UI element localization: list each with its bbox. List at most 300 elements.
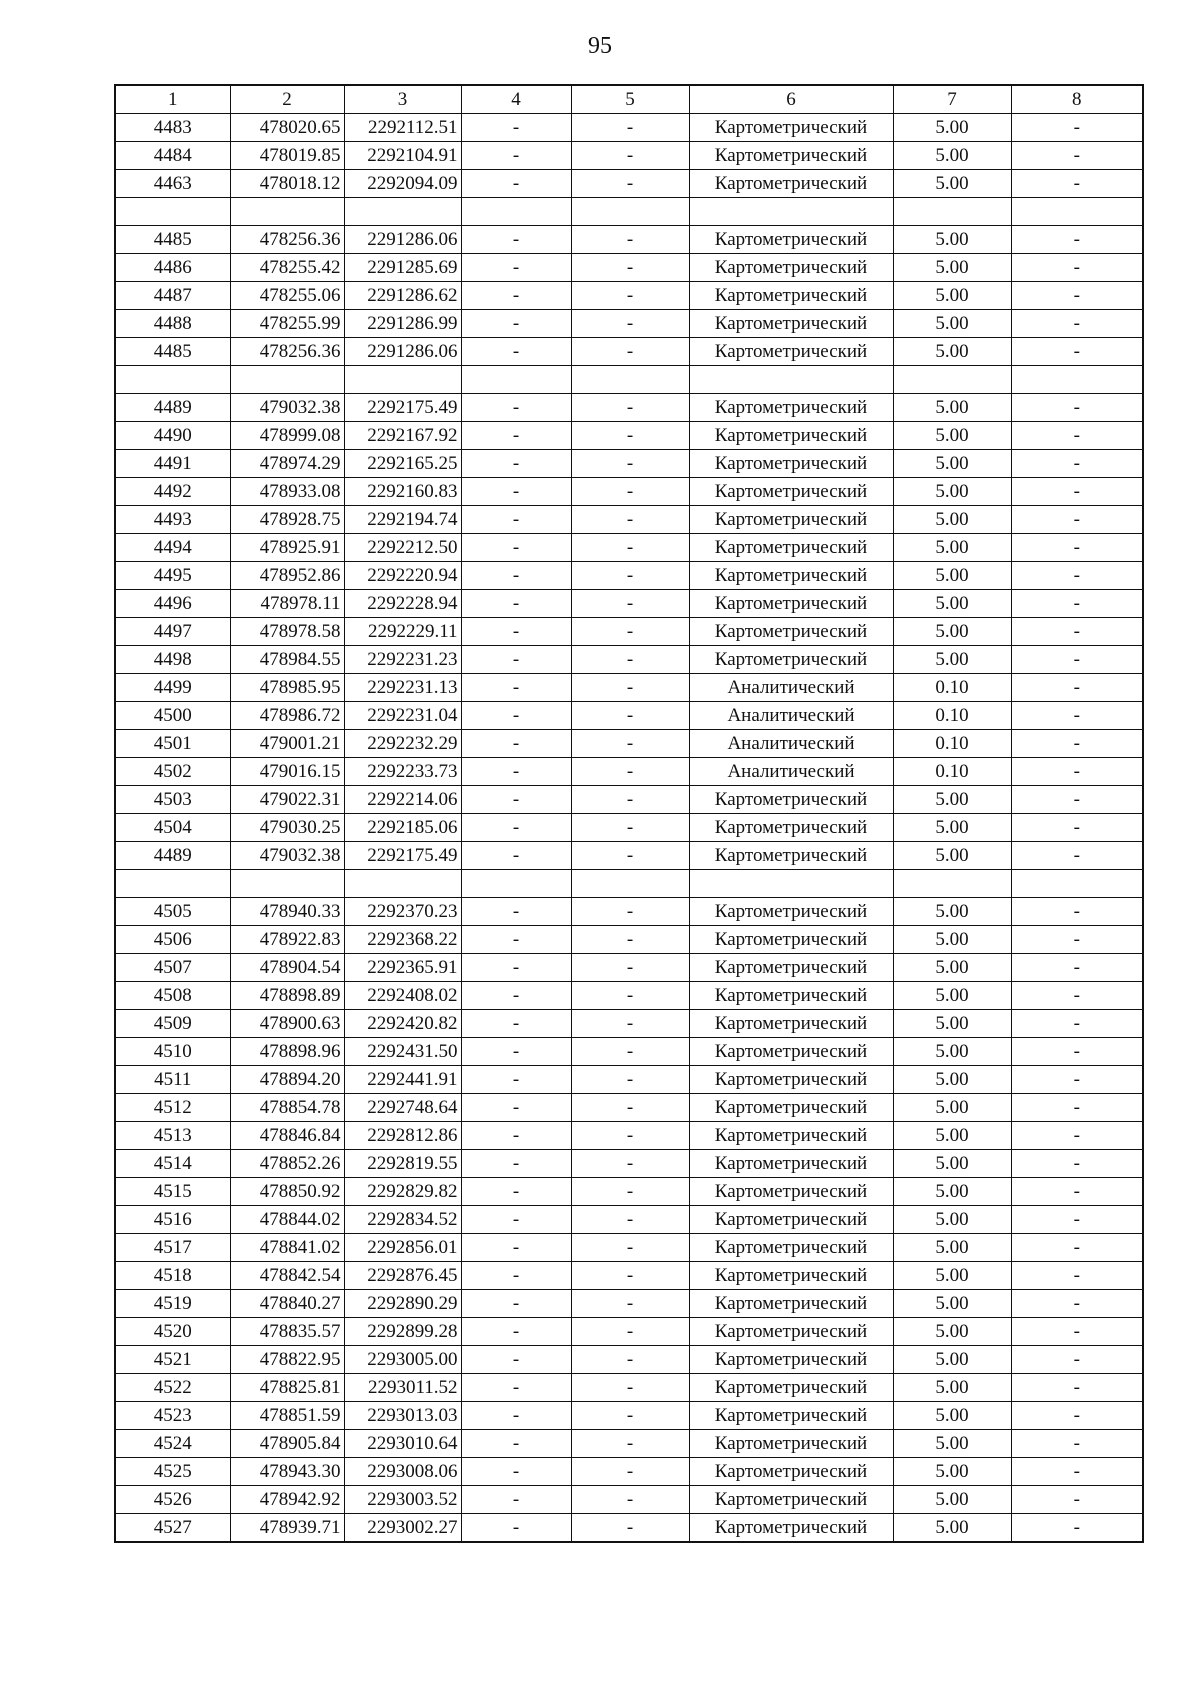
method-cell: Картометрический	[689, 982, 893, 1010]
col5-cell: -	[571, 1010, 689, 1038]
table-row	[115, 450, 1143, 478]
col5-cell: -	[571, 1374, 689, 1402]
y-coordinate-cell: 2292175.49	[344, 842, 461, 870]
col5-cell: -	[571, 898, 689, 926]
y-coordinate-cell: 2292231.13	[344, 674, 461, 702]
col5-cell: -	[571, 506, 689, 534]
y-coordinate-cell: 2292185.06	[344, 814, 461, 842]
table-row	[115, 730, 1143, 758]
point-number-cell: 4526	[115, 1486, 230, 1514]
accuracy-cell: 5.00	[893, 534, 1011, 562]
point-number-cell: 4527	[115, 1514, 230, 1543]
x-coordinate-cell: 478255.06	[230, 282, 344, 310]
col4-cell: -	[461, 282, 571, 310]
col4-cell: -	[461, 310, 571, 338]
point-number-cell: 4463	[115, 170, 230, 198]
x-coordinate-cell: 478984.55	[230, 646, 344, 674]
accuracy-cell: 5.00	[893, 1094, 1011, 1122]
point-number-cell	[115, 198, 230, 226]
x-coordinate-cell: 478851.59	[230, 1402, 344, 1430]
table-row	[115, 562, 1143, 590]
point-number-cell: 4518	[115, 1262, 230, 1290]
col4-cell: -	[461, 1486, 571, 1514]
table-row	[115, 646, 1143, 674]
table-row	[115, 982, 1143, 1010]
y-coordinate-cell: 2292194.74	[344, 506, 461, 534]
x-coordinate-cell: 478986.72	[230, 702, 344, 730]
method-cell: Картометрический	[689, 590, 893, 618]
table-row	[115, 1262, 1143, 1290]
col8-cell: -	[1011, 562, 1143, 590]
y-coordinate-cell: 2292812.86	[344, 1122, 461, 1150]
point-number-cell: 4516	[115, 1206, 230, 1234]
y-coordinate-cell: 2291286.06	[344, 226, 461, 254]
x-coordinate-cell: 478898.96	[230, 1038, 344, 1066]
x-coordinate-cell: 478019.85	[230, 142, 344, 170]
col4-cell: -	[461, 842, 571, 870]
accuracy-cell: 5.00	[893, 1430, 1011, 1458]
x-coordinate-cell: 478974.29	[230, 450, 344, 478]
method-cell: Картометрический	[689, 226, 893, 254]
col8-cell: -	[1011, 506, 1143, 534]
point-number-cell: 4483	[115, 114, 230, 142]
col8-cell: -	[1011, 1206, 1143, 1234]
x-coordinate-cell: 478854.78	[230, 1094, 344, 1122]
y-coordinate-cell: 2292160.83	[344, 478, 461, 506]
point-number-cell: 4512	[115, 1094, 230, 1122]
y-coordinate-cell: 2292104.91	[344, 142, 461, 170]
x-coordinate-cell: 479022.31	[230, 786, 344, 814]
method-cell: Картометрический	[689, 114, 893, 142]
col4-cell	[461, 198, 571, 226]
col5-cell: -	[571, 1346, 689, 1374]
y-coordinate-cell: 2291285.69	[344, 254, 461, 282]
y-coordinate-cell: 2292370.23	[344, 898, 461, 926]
col4-cell: -	[461, 478, 571, 506]
y-coordinate-cell: 2293005.00	[344, 1346, 461, 1374]
table-row	[115, 1234, 1143, 1262]
accuracy-cell: 0.10	[893, 674, 1011, 702]
table-row	[115, 1010, 1143, 1038]
col4-cell: -	[461, 170, 571, 198]
col5-cell: -	[571, 1514, 689, 1543]
col8-cell: -	[1011, 618, 1143, 646]
y-coordinate-cell: 2292748.64	[344, 1094, 461, 1122]
method-cell: Картометрический	[689, 170, 893, 198]
y-coordinate-cell: 2291286.06	[344, 338, 461, 366]
accuracy-cell: 5.00	[893, 1038, 1011, 1066]
col5-cell: -	[571, 1206, 689, 1234]
col8-cell: -	[1011, 898, 1143, 926]
x-coordinate-cell: 478846.84	[230, 1122, 344, 1150]
x-coordinate-cell: 478840.27	[230, 1290, 344, 1318]
y-coordinate-cell: 2292441.91	[344, 1066, 461, 1094]
col4-cell: -	[461, 1262, 571, 1290]
point-number-cell: 4484	[115, 142, 230, 170]
point-number-cell: 4495	[115, 562, 230, 590]
table-row	[115, 310, 1143, 338]
point-number-cell: 4506	[115, 926, 230, 954]
table-row	[115, 1038, 1143, 1066]
x-coordinate-cell: 478898.89	[230, 982, 344, 1010]
accuracy-cell: 5.00	[893, 1514, 1011, 1543]
accuracy-cell: 5.00	[893, 982, 1011, 1010]
col5-cell: -	[571, 842, 689, 870]
accuracy-cell: 5.00	[893, 1346, 1011, 1374]
col4-cell: -	[461, 1150, 571, 1178]
method-cell: Аналитический	[689, 702, 893, 730]
y-coordinate-cell: 2292829.82	[344, 1178, 461, 1206]
col5-cell: -	[571, 1486, 689, 1514]
col4-cell: -	[461, 982, 571, 1010]
x-coordinate-cell: 478020.65	[230, 114, 344, 142]
y-coordinate-cell: 2293003.52	[344, 1486, 461, 1514]
point-number-cell: 4489	[115, 394, 230, 422]
col4-cell: -	[461, 1430, 571, 1458]
col8-cell: -	[1011, 954, 1143, 982]
table-row	[115, 814, 1143, 842]
accuracy-cell: 5.00	[893, 618, 1011, 646]
table-row	[115, 1122, 1143, 1150]
method-cell: Картометрический	[689, 954, 893, 982]
table-row	[115, 1094, 1143, 1122]
accuracy-cell	[893, 366, 1011, 394]
col5-cell	[571, 366, 689, 394]
accuracy-cell: 5.00	[893, 1234, 1011, 1262]
x-coordinate-cell: 478925.91	[230, 534, 344, 562]
col4-cell: -	[461, 590, 571, 618]
method-cell: Аналитический	[689, 730, 893, 758]
accuracy-cell: 5.00	[893, 1458, 1011, 1486]
col5-cell: -	[571, 758, 689, 786]
point-number-cell: 4497	[115, 618, 230, 646]
y-coordinate-cell: 2292094.09	[344, 170, 461, 198]
y-coordinate-cell: 2292368.22	[344, 926, 461, 954]
method-cell: Картометрический	[689, 786, 893, 814]
col4-cell: -	[461, 1458, 571, 1486]
accuracy-cell: 5.00	[893, 422, 1011, 450]
y-coordinate-cell: 2292229.11	[344, 618, 461, 646]
col8-cell: -	[1011, 422, 1143, 450]
col5-cell: -	[571, 394, 689, 422]
y-coordinate-cell	[344, 198, 461, 226]
col4-cell: -	[461, 814, 571, 842]
point-number-cell: 4504	[115, 814, 230, 842]
table-row	[115, 1066, 1143, 1094]
table-row	[115, 338, 1143, 366]
col8-cell: -	[1011, 702, 1143, 730]
y-coordinate-cell: 2292431.50	[344, 1038, 461, 1066]
col4-cell: -	[461, 562, 571, 590]
method-cell: Картометрический	[689, 562, 893, 590]
point-number-cell: 4524	[115, 1430, 230, 1458]
x-coordinate-cell: 478943.30	[230, 1458, 344, 1486]
method-cell: Картометрический	[689, 310, 893, 338]
method-cell: Картометрический	[689, 842, 893, 870]
table-row	[115, 1486, 1143, 1514]
col5-cell: -	[571, 730, 689, 758]
y-coordinate-cell: 2293010.64	[344, 1430, 461, 1458]
method-cell: Картометрический	[689, 814, 893, 842]
accuracy-cell: 0.10	[893, 758, 1011, 786]
table-row	[115, 478, 1143, 506]
col4-cell: -	[461, 1402, 571, 1430]
col5-cell: -	[571, 282, 689, 310]
x-coordinate-cell: 478255.99	[230, 310, 344, 338]
accuracy-cell: 5.00	[893, 478, 1011, 506]
table-row	[115, 1318, 1143, 1346]
col8-cell: -	[1011, 1234, 1143, 1262]
x-coordinate-cell: 478256.36	[230, 226, 344, 254]
col4-cell	[461, 366, 571, 394]
method-cell: Картометрический	[689, 506, 893, 534]
accuracy-cell: 5.00	[893, 1318, 1011, 1346]
method-cell: Картометрический	[689, 1122, 893, 1150]
col5-cell: -	[571, 674, 689, 702]
column-header: 3	[344, 85, 461, 114]
accuracy-cell: 5.00	[893, 1150, 1011, 1178]
y-coordinate-cell: 2292819.55	[344, 1150, 461, 1178]
point-number-cell: 4496	[115, 590, 230, 618]
accuracy-cell: 5.00	[893, 1262, 1011, 1290]
table-row	[115, 226, 1143, 254]
accuracy-cell: 5.00	[893, 1206, 1011, 1234]
col5-cell: -	[571, 310, 689, 338]
col4-cell: -	[461, 1346, 571, 1374]
column-header: 1	[115, 85, 230, 114]
table-row	[115, 618, 1143, 646]
point-number-cell: 4490	[115, 422, 230, 450]
col5-cell: -	[571, 702, 689, 730]
col8-cell: -	[1011, 338, 1143, 366]
x-coordinate-cell: 478825.81	[230, 1374, 344, 1402]
accuracy-cell: 5.00	[893, 450, 1011, 478]
method-cell: Аналитический	[689, 758, 893, 786]
accuracy-cell: 5.00	[893, 786, 1011, 814]
method-cell	[689, 870, 893, 898]
accuracy-cell: 5.00	[893, 282, 1011, 310]
col4-cell: -	[461, 114, 571, 142]
col4-cell: -	[461, 898, 571, 926]
method-cell: Картометрический	[689, 422, 893, 450]
col4-cell: -	[461, 786, 571, 814]
col5-cell: -	[571, 1150, 689, 1178]
y-coordinate-cell: 2292220.94	[344, 562, 461, 590]
y-coordinate-cell: 2292834.52	[344, 1206, 461, 1234]
x-coordinate-cell: 479016.15	[230, 758, 344, 786]
point-number-cell: 4485	[115, 226, 230, 254]
y-coordinate-cell: 2292167.92	[344, 422, 461, 450]
table-row	[115, 506, 1143, 534]
x-coordinate-cell: 479030.25	[230, 814, 344, 842]
col5-cell: -	[571, 1458, 689, 1486]
table-row	[115, 114, 1143, 142]
col5-cell: -	[571, 1066, 689, 1094]
method-cell: Картометрический	[689, 1514, 893, 1543]
accuracy-cell: 5.00	[893, 562, 1011, 590]
column-header: 8	[1011, 85, 1143, 114]
point-number-cell: 4502	[115, 758, 230, 786]
col8-cell: -	[1011, 310, 1143, 338]
accuracy-cell: 5.00	[893, 1290, 1011, 1318]
method-cell: Картометрический	[689, 618, 893, 646]
accuracy-cell: 5.00	[893, 1066, 1011, 1094]
col4-cell: -	[461, 338, 571, 366]
y-coordinate-cell: 2293011.52	[344, 1374, 461, 1402]
col5-cell: -	[571, 1094, 689, 1122]
table-row	[115, 422, 1143, 450]
point-number-cell: 4492	[115, 478, 230, 506]
point-number-cell: 4503	[115, 786, 230, 814]
page-number: 95	[588, 33, 612, 59]
coordinates-table	[114, 84, 1144, 1543]
y-coordinate-cell: 2292228.94	[344, 590, 461, 618]
accuracy-cell: 5.00	[893, 590, 1011, 618]
col5-cell: -	[571, 170, 689, 198]
y-coordinate-cell: 2292408.02	[344, 982, 461, 1010]
y-coordinate-cell: 2291286.99	[344, 310, 461, 338]
accuracy-cell: 5.00	[893, 254, 1011, 282]
point-number-cell: 4486	[115, 254, 230, 282]
table-row	[115, 282, 1143, 310]
method-cell	[689, 366, 893, 394]
col8-cell: -	[1011, 1150, 1143, 1178]
point-number-cell: 4513	[115, 1122, 230, 1150]
y-coordinate-cell: 2292231.23	[344, 646, 461, 674]
accuracy-cell: 5.00	[893, 1486, 1011, 1514]
col8-cell: -	[1011, 1094, 1143, 1122]
col8-cell: -	[1011, 1262, 1143, 1290]
table-row	[115, 786, 1143, 814]
point-number-cell: 4498	[115, 646, 230, 674]
point-number-cell: 4511	[115, 1066, 230, 1094]
col5-cell: -	[571, 114, 689, 142]
method-cell: Картометрический	[689, 254, 893, 282]
col8-cell: -	[1011, 534, 1143, 562]
y-coordinate-cell: 2292175.49	[344, 394, 461, 422]
col8-cell: -	[1011, 1066, 1143, 1094]
x-coordinate-cell: 478841.02	[230, 1234, 344, 1262]
x-coordinate-cell: 478835.57	[230, 1318, 344, 1346]
col5-cell: -	[571, 1402, 689, 1430]
col8-cell: -	[1011, 814, 1143, 842]
point-number-cell: 4525	[115, 1458, 230, 1486]
y-coordinate-cell: 2292856.01	[344, 1234, 461, 1262]
col4-cell: -	[461, 1010, 571, 1038]
col5-cell: -	[571, 450, 689, 478]
x-coordinate-cell: 478978.11	[230, 590, 344, 618]
method-cell: Картометрический	[689, 926, 893, 954]
col4-cell: -	[461, 450, 571, 478]
column-header: 6	[689, 85, 893, 114]
x-coordinate-cell	[230, 870, 344, 898]
col5-cell: -	[571, 1318, 689, 1346]
header-row	[115, 85, 1143, 114]
x-coordinate-cell: 478844.02	[230, 1206, 344, 1234]
table-row	[115, 702, 1143, 730]
point-number-cell: 4494	[115, 534, 230, 562]
point-number-cell	[115, 366, 230, 394]
method-cell: Аналитический	[689, 674, 893, 702]
col8-cell: -	[1011, 282, 1143, 310]
x-coordinate-cell: 478952.86	[230, 562, 344, 590]
x-coordinate-cell: 478904.54	[230, 954, 344, 982]
col8-cell: -	[1011, 786, 1143, 814]
col4-cell	[461, 870, 571, 898]
col4-cell: -	[461, 1206, 571, 1234]
method-cell: Картометрический	[689, 142, 893, 170]
method-cell: Картометрический	[689, 1178, 893, 1206]
separator-row	[115, 366, 1143, 394]
col5-cell: -	[571, 1262, 689, 1290]
accuracy-cell: 5.00	[893, 1374, 1011, 1402]
point-number-cell: 4509	[115, 1010, 230, 1038]
col4-cell: -	[461, 926, 571, 954]
col4-cell: -	[461, 1374, 571, 1402]
col5-cell: -	[571, 142, 689, 170]
x-coordinate-cell: 478900.63	[230, 1010, 344, 1038]
accuracy-cell: 5.00	[893, 814, 1011, 842]
method-cell: Картометрический	[689, 1486, 893, 1514]
col4-cell: -	[461, 702, 571, 730]
accuracy-cell: 5.00	[893, 926, 1011, 954]
col5-cell: -	[571, 534, 689, 562]
y-coordinate-cell: 2292899.28	[344, 1318, 461, 1346]
col8-cell: -	[1011, 1318, 1143, 1346]
method-cell: Картометрический	[689, 1318, 893, 1346]
col5-cell: -	[571, 590, 689, 618]
y-coordinate-cell: 2292233.73	[344, 758, 461, 786]
point-number-cell: 4485	[115, 338, 230, 366]
accuracy-cell: 0.10	[893, 702, 1011, 730]
col5-cell: -	[571, 1234, 689, 1262]
point-number-cell: 4491	[115, 450, 230, 478]
point-number-cell: 4522	[115, 1374, 230, 1402]
point-number-cell: 4510	[115, 1038, 230, 1066]
col5-cell: -	[571, 618, 689, 646]
column-header: 5	[571, 85, 689, 114]
col4-cell: -	[461, 394, 571, 422]
method-cell: Картометрический	[689, 1346, 893, 1374]
table-row	[115, 898, 1143, 926]
col4-cell: -	[461, 1514, 571, 1543]
x-coordinate-cell: 478942.92	[230, 1486, 344, 1514]
column-header: 4	[461, 85, 571, 114]
table-row	[115, 1206, 1143, 1234]
col4-cell: -	[461, 618, 571, 646]
col8-cell: -	[1011, 1402, 1143, 1430]
method-cell: Картометрический	[689, 1234, 893, 1262]
x-coordinate-cell	[230, 198, 344, 226]
method-cell: Картометрический	[689, 1290, 893, 1318]
col8-cell: -	[1011, 758, 1143, 786]
y-coordinate-cell	[344, 366, 461, 394]
table-row	[115, 1402, 1143, 1430]
col8-cell: -	[1011, 1430, 1143, 1458]
col5-cell: -	[571, 954, 689, 982]
col5-cell: -	[571, 422, 689, 450]
table-row	[115, 1430, 1143, 1458]
point-number-cell: 4523	[115, 1402, 230, 1430]
table-row	[115, 170, 1143, 198]
y-coordinate-cell: 2292365.91	[344, 954, 461, 982]
col8-cell: -	[1011, 1346, 1143, 1374]
col8-cell: -	[1011, 926, 1143, 954]
table-row	[115, 926, 1143, 954]
point-number-cell: 4501	[115, 730, 230, 758]
y-coordinate-cell: 2292232.29	[344, 730, 461, 758]
table-row	[115, 1290, 1143, 1318]
